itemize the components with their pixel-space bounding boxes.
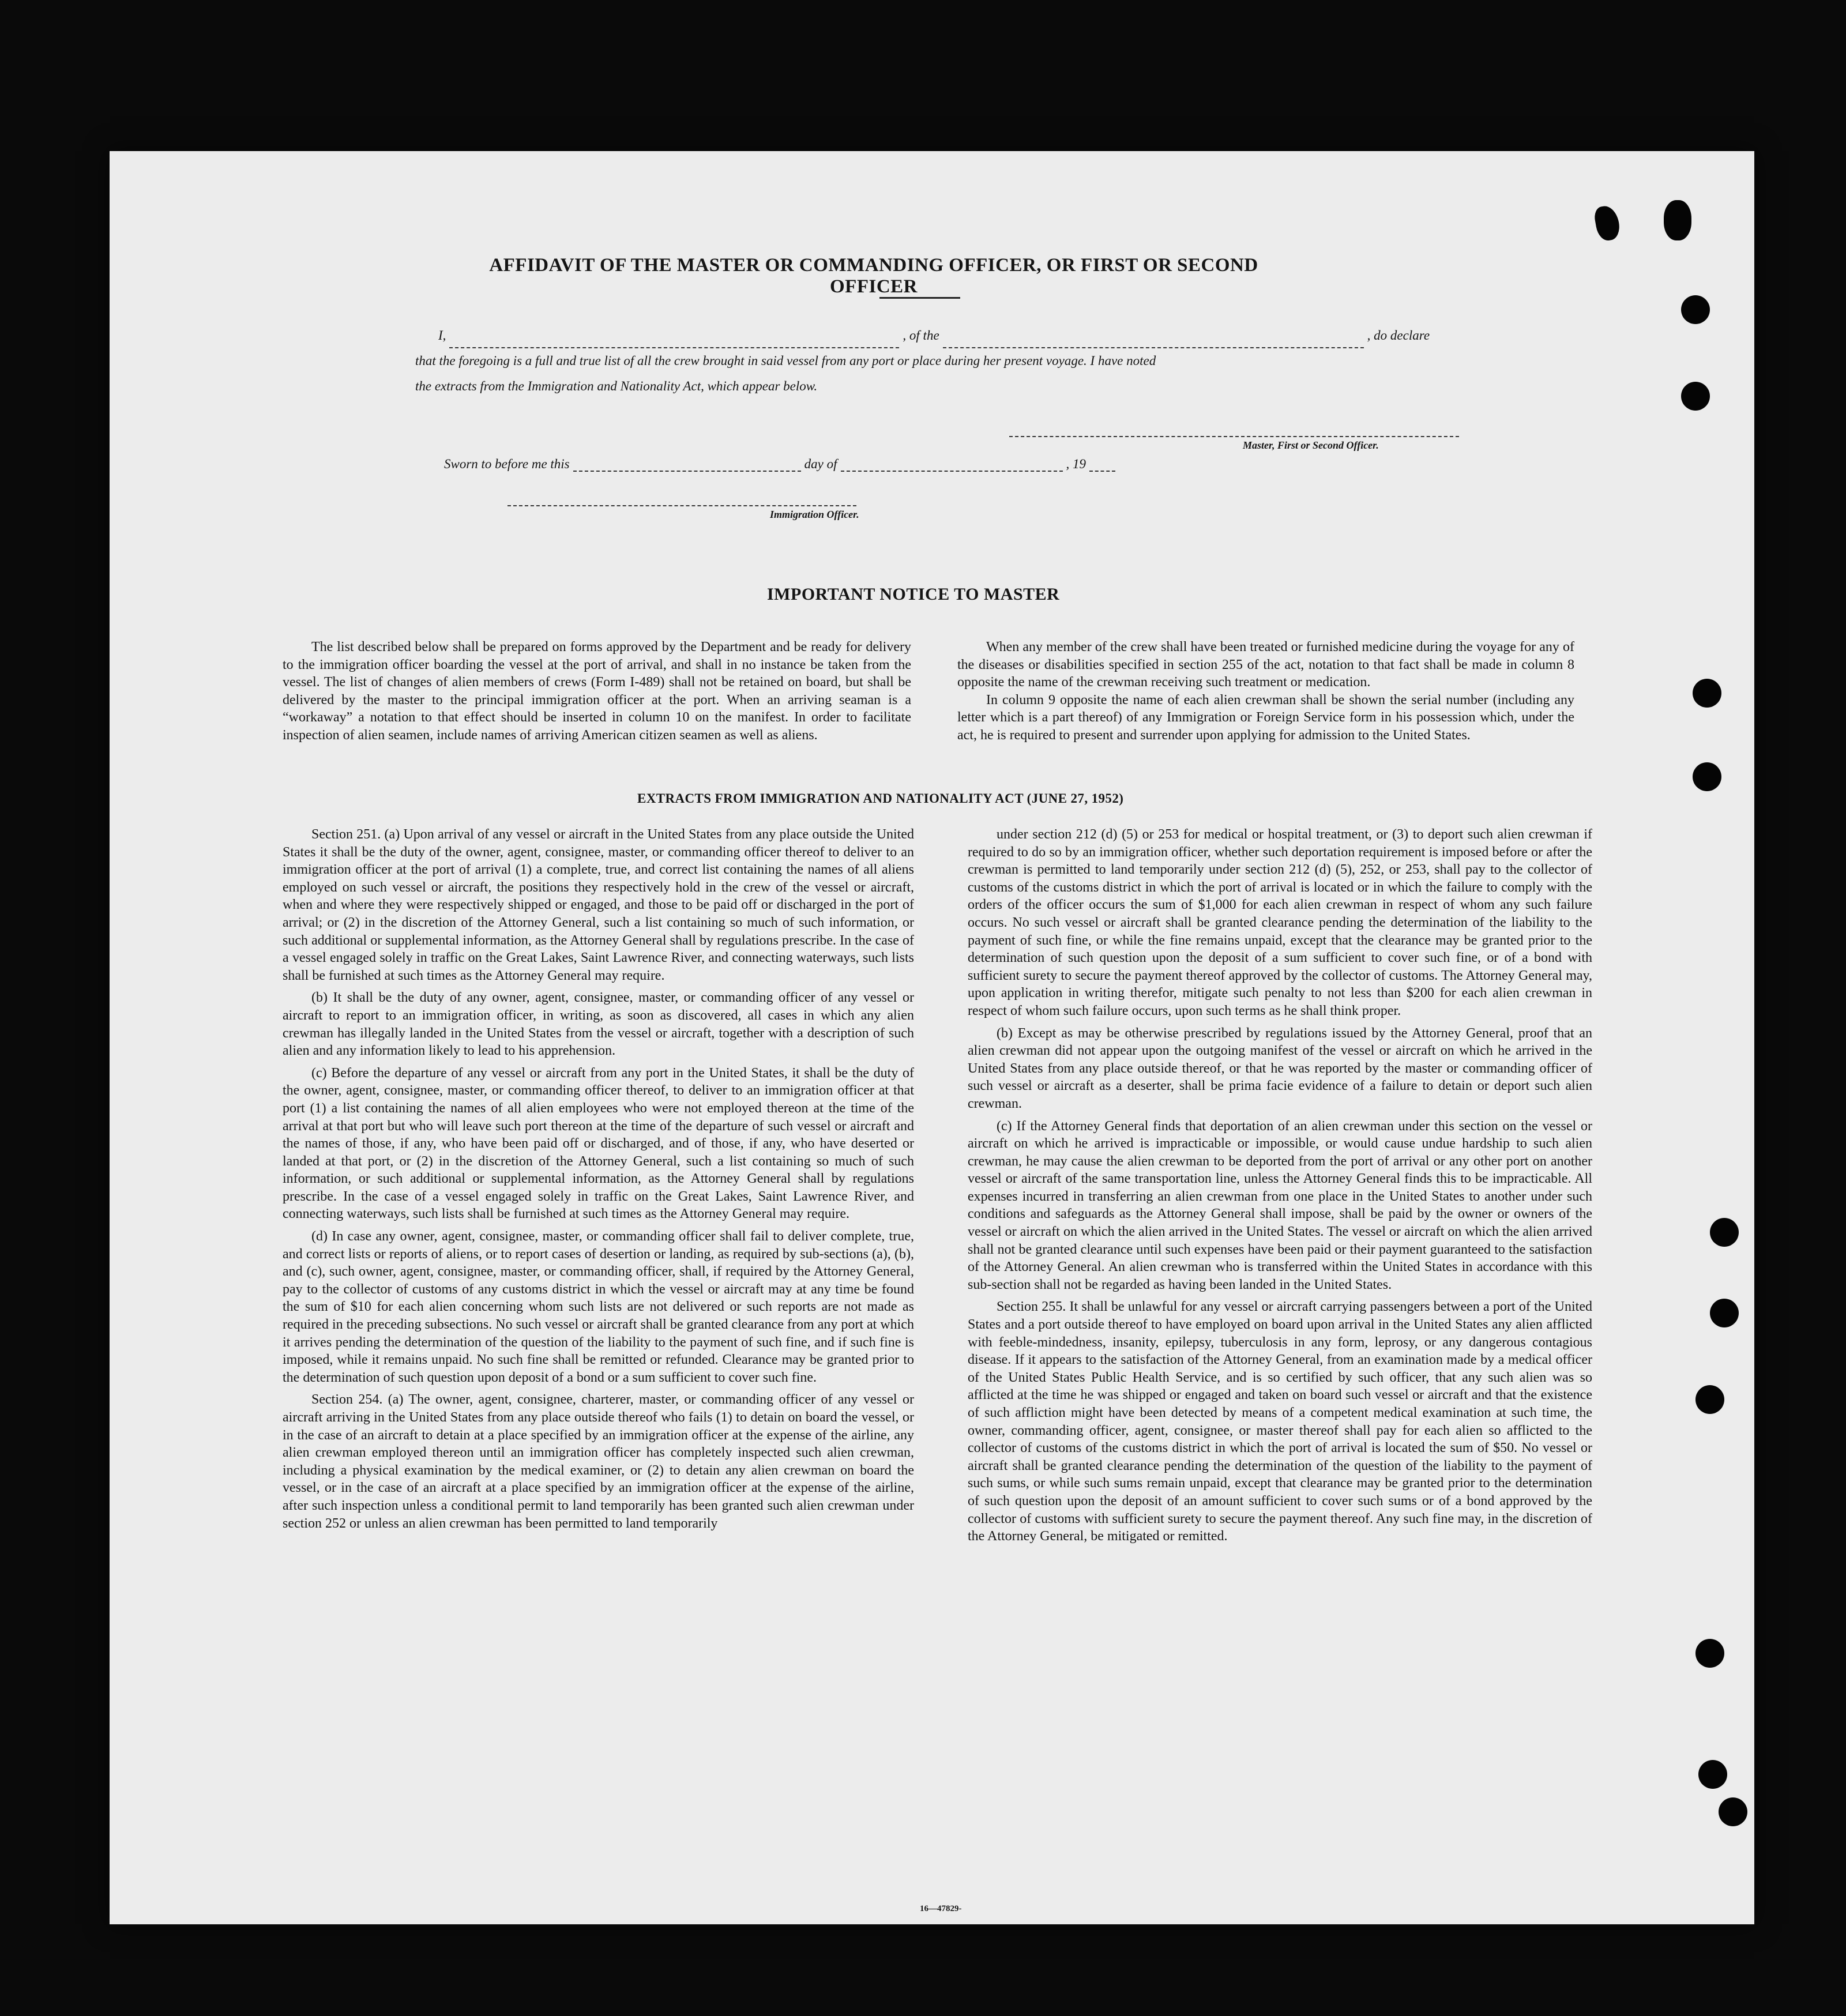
notice-title: IMPORTANT NOTICE TO MASTER (767, 585, 1060, 604)
act-paragraph: (d) In case any owner, agent, consignee, master, or commanding officer shall fail to deliver complete, true, and correct lists or reports of aliens, or to report cases of desertion or landing, as required by sub-sections (a), (b), and (c), such owner, agent, consignee, master, or commanding officer, shall, if required by the Attorney General, pay to the collector of customs of any customs district in which the vessel or aircraft may at any time be found the sum of $10 for each alien concerning whom such lists are not delivered or such reports are not made as required in the preceding subsections. No such vessel or aircraft shall be granted clearance from any port at which it arrives pending the determination of the question of the liability to the payment of such fine, and if such fine is imposed, while it remains unpaid. No such fine shall be remitted or refunded. Clearance may be granted prior to the determination of such question upon deposit of a bond or a sum sufficient to cover such fine. (283, 1229, 914, 1385)
punch-hole (1698, 1760, 1727, 1789)
sworn-year-field[interactable] (1089, 471, 1115, 472)
punch-hole (1693, 762, 1721, 791)
of-the-label: , of the (903, 328, 939, 343)
day-of-label: day of (804, 457, 837, 471)
master-signature-line[interactable] (1009, 436, 1459, 437)
sworn-line (444, 457, 1115, 472)
officer-signature-label: Immigration Officer. (770, 509, 859, 520)
sworn-label: Sworn to before me this (444, 457, 570, 471)
punch-hole (1695, 1385, 1724, 1414)
do-declare-label: , do declare (1367, 328, 1430, 343)
sworn-day-field[interactable] (573, 471, 801, 472)
extracts-title: EXTRACTS FROM IMMIGRATION AND NATIONALITY ACT (JUNE 27, 1952) (637, 791, 1124, 806)
act-paragraph: Section 255. It shall be unlawful for any vessel or aircraft carrying passengers between a port of the United States and a port outside thereof to have employed on board upon arrival in the United States any alien afflicted with feeble-mindedness, insanity, epilepsy, tuberculosis in any form, leprosy, or any dangerous contagious disease. If it appears to the satisfaction of the Attorney General, from an examination made by a medical officer of the United States Public Health Service, and is so certified by such officer, that any such alien was so afflicted at the time he was shipped or engaged and taken on board such vessel or aircraft and that the existence of such affliction might have been detected by means of a competent medical examination at such time, the owner, commanding officer, agent, consignee, or master thereof shall pay for each alien so afflicted to the collector of customs of the customs district in which the port of arrival is located the sum of $50. No vessel or aircraft shall be granted clearance pending the determination of the question of the liability to the payment of such sums, or while such sums remain unpaid, except that clearance may be granted prior to the determination of such question upon the deposit of an amount sufficient to cover such sums or of a bond approved by the collector of customs with sufficient surety to secure the payment thereof. Any such fine may, in the discretion of the Attorney General, be mitigated or remitted. (968, 1299, 1592, 1544)
year-label: , 19 (1066, 457, 1086, 471)
sworn-month-field[interactable] (841, 471, 1063, 472)
notice-left-column (283, 638, 911, 744)
form-number: 16—47829- (920, 1904, 962, 1913)
act-paragraph: (c) Before the departure of any vessel or aircraft from any port in the United States, it shall be the duty of the owner, agent, consignee, master, or commanding officer thereof, to deliver to an immigration officer at that port (1) a list containing the names of all alien employees who were not employed thereon at the time of the arrival at that port but who will leave such port thereon at the time of the departure of such vessel or aircraft and the names of those, if any, who have been paid off or discharged, and of those, if any, who have deserted or landed at that port, or (2) in the discretion of the Attorney General, such a list containing so much of such information, or such additional or supplemental information, as the Attorney General shall by regulations prescribe. In the case of a vessel engaged solely in traffic on the Great Lakes, Saint Lawrence River, and connecting waterways, such lists shall be furnished at such times as the Attorney General may require. (283, 1065, 914, 1222)
act-paragraph: under section 212 (d) (5) or 253 for medical or hospital treatment, or (3) to deport such alien crewman if required to do so by an immigration officer, whether such deportation requirement is imposed before or after the crewman is permitted to land temporarily under section 212 (d) (5), 252, or 253, shall pay to the collector of customs of the customs district in which the port of arrival is located or in which the failure to comply with the orders of the officer occurs the sum of $1,000 for each alien crewman in respect of whom any such failure occurs. No such vessel or aircraft shall be granted clearance pending the determination of the liability to the payment of such fine, or while the fine remains unpaid, except that the clearance may be granted prior to the determination of such question upon the deposit of a sum sufficient to cover such fine, or of a bond with sufficient surety to secure the payment thereof approved by the collector of customs. The Attorney General may, upon application in writing therefor, mitigate such penalty to not less than $200 for each alien crewman in respect of whom such failure occurs, upon such terms as he shall think proper. (968, 827, 1592, 1018)
ink-blot (1593, 204, 1622, 242)
act-paragraph: (b) Except as may be otherwise prescribed by regulations issued by the Attorney General, proof that an alien crewman did not appear upon the outgoing manifest of the vessel or aircraft on which he arrived in the United States from any place outside thereof, or that he was reported by the master or commanding officer of such vessel or aircraft as a deserter, shall be prima facie evidence of a failure to detain or deport such alien crewman. (968, 1025, 1592, 1111)
punch-hole (1681, 295, 1710, 324)
punch-hole (1710, 1218, 1739, 1247)
punch-hole (1719, 1797, 1747, 1826)
ink-blot (1664, 200, 1691, 240)
extracts-left-column (283, 826, 914, 1537)
master-signature-label: Master, First or Second Officer. (1243, 439, 1379, 451)
punch-hole (1695, 1639, 1724, 1668)
extracts-right-column (968, 826, 1592, 1550)
document-page (110, 151, 1754, 1924)
affidavit-title: AFFIDAVIT OF THE MASTER OR COMMANDING OFFICER, OR FIRST OR SECOND OFFICER (489, 255, 1258, 297)
declaration-line-3: the extracts from the Immigration and Nationality Act, which appear below. (415, 379, 818, 393)
notice-paragraph: In column 9 opposite the name of each alien crewman shall be shown the serial number (including any letter which is a part thereof) of any Immigration or Foreign Service form in his possession which, under the act, he is required to present and surrender upon applying for admission to the United States. (957, 692, 1574, 743)
act-paragraph: Section 251. (a) Upon arrival of any vessel or aircraft in the United States from any place outside the United States it shall be the duty of the owner, agent, consignee, master, or commanding officer thereof to deliver to an immigration officer at the port of arrival (1) a complete, true, and correct list containing the names of all aliens employed on such vessel or aircraft, the positions they respectively hold in the crew of the vessel or aircraft, when and where they were respectively shipped or engaged, and those to be paid off or discharged in the port of arrival; or (2) in the discretion of the Attorney General, such a list containing so much of such information, or such additional or supplemental information, as the Attorney General shall by regulations prescribe. In the case of a vessel engaged solely in traffic on the Great Lakes, Saint Lawrence River, and connecting waterways, such lists shall be furnished at such times as the Attorney General may require. (283, 827, 914, 983)
declaration-line-2: that the foregoing is a full and true list of all the crew brought in said vessel from any port or place during her present voyage. I have noted (415, 353, 1156, 368)
punch-hole (1681, 382, 1710, 411)
declaration-text (415, 323, 1445, 399)
notice-paragraph: The list described below shall be prepared on forms approved by the Department and be ready for delivery to the immigration officer boarding the vessel at the port of arrival, and shall in no instance be taken from the vessel. The list of changes of alien members of crews (Form I-489) shall not be retained on board, but shall be delivered by the master to the principal immigration officer at the port. When an arriving seaman is a “workaway” a notation to that effect should be inserted in column 10 on the manifest. In order to facilitate inspection of alien seamen, include names of arriving American citizen seamen as well as aliens. (283, 640, 911, 743)
punch-hole (1693, 679, 1721, 708)
act-paragraph: (b) It shall be the duty of any owner, agent, consignee, master, or commanding officer of any vessel or aircraft to report to an immigration officer, in writing, as soon as discovered, all cases in which any alien crewman has illegally landed in the United States from the vessel or aircraft, together with a description of such alien and any information likely to lead to his apprehension. (283, 990, 914, 1059)
i-label: I, (438, 328, 446, 343)
officer-signature-line[interactable] (507, 505, 856, 506)
act-paragraph: (c) If the Attorney General finds that deportation of an alien crewman under this section on the vessel or aircraft on which he arrived is impracticable or impossible, or would cause undue hardship to such alien crewman, he may cause the alien crewman to be deported from the port of arrival or any other port on another vessel or aircraft of the same transportation line, unless the Attorney General finds this to be impracticable. All expenses incurred in transferring an alien crewman from one place in the United States to another under such conditions and safeguards as the Attorney General shall impose, shall be paid by the owner or owners of the vessel or aircraft on which the alien arrived in the United States. The vessel or aircraft on which the alien arrived shall not be granted clearance until such expenses have been paid or their payment guaranteed to the satisfaction of the Attorney General. An alien crewman who is transferred within the United States in accordance with this sub-section shall not be regarded as having been landed in the United States. (968, 1118, 1592, 1292)
punch-hole (1710, 1299, 1739, 1327)
act-paragraph: Section 254. (a) The owner, agent, consignee, charterer, master, or commanding officer of any vessel or aircraft arriving in the United States from any place outside thereof who fails (1) to detain on board the vessel, or in the case of an aircraft to detain at a place specified by an immigration officer at the expense of the airline, any alien crewman employed thereon until an immigration officer has completely inspected such alien crewman, including a physical examination by the medical examiner, or (2) to detain any alien crewman on board the vessel, or in the case of an aircraft at a place specified by an immigration officer at the expense of the airline, after such inspection unless a conditional permit to land temporarily has been granted such alien crewman under section 252 or unless an alien crewman has been permitted to land temporarily (283, 1392, 914, 1531)
notice-paragraph: When any member of the crew shall have been treated or furnished medicine during the voyage for any of the diseases or disabilities specified in section 255 of the act, notation to that fact shall be made in column 8 opposite the name of the crewman receiving such treatment or medication. (957, 640, 1574, 690)
notice-right-column (957, 638, 1574, 744)
title-rule (879, 297, 960, 299)
